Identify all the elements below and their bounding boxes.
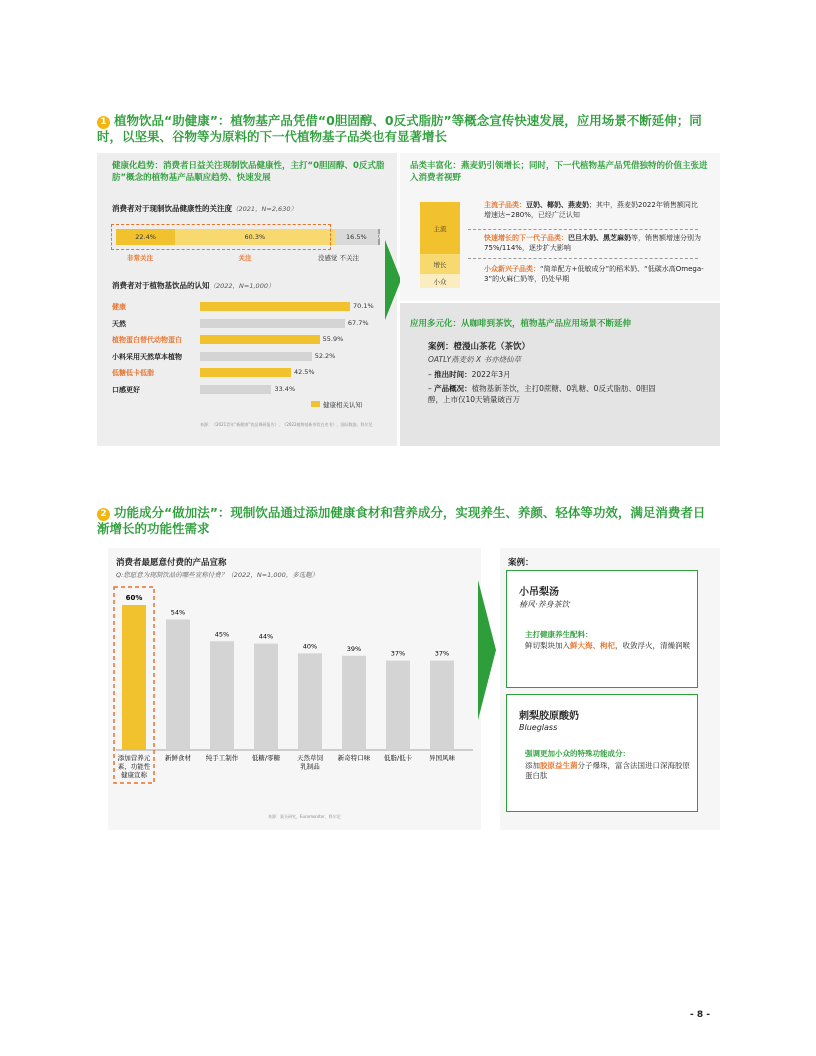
stack-segment-1: 60.3% <box>175 229 334 245</box>
pyramid <box>420 202 460 288</box>
section2-chart-question: Q:您愿意为现制饮品的哪些宣称付费？（2022，N=1,000，多选题） <box>116 571 319 579</box>
hbar-value-0: 70.1% <box>353 302 374 310</box>
left-heading: 健康化趋势：消费者日益关注现制饮品健康性，主打“0胆固醇、0反式脂肪”概念的植物基产品顺应趋势、快速发展 <box>112 161 385 183</box>
case1-feature-text: 鲜切梨块加入鲜大海、枸杞，收敛浮火，清燥润喉 <box>525 641 690 650</box>
vbar-label-3: 低糖/零糖 <box>251 754 281 762</box>
case-launch: – 推出时间：2022年3月 <box>428 370 511 379</box>
chart1-title-row <box>112 203 297 214</box>
hbar-value-5: 33.4% <box>274 384 296 393</box>
case2-name: 刺梨胶原酸奶 <box>519 711 579 722</box>
pyramid-niche: 小众 <box>420 274 460 288</box>
hbar-value-1: 67.7% <box>347 318 369 327</box>
cases-label: 案例： <box>508 558 534 568</box>
right-top-item-1: 主流子品类：豆奶、椰奶、燕麦奶；其中，燕麦奶2022年销售额同比增速达~280%，已经广泛认知 <box>484 201 698 219</box>
hbar-5 <box>200 385 271 394</box>
case2-feature-label: 强调更加小众的特殊功能成分： <box>525 749 630 758</box>
stack-segment-2: 16.5% <box>335 229 379 245</box>
vbar-value-1: 54% <box>170 608 186 617</box>
case2-feature-text: 添加胶原益生菌分子爆珠，富含法国进口深海胶原蛋白肽 <box>525 761 690 780</box>
hbar-4 <box>200 368 291 377</box>
chart1-highlight-box <box>111 224 331 250</box>
hbar-1 <box>200 319 345 328</box>
hbar-3 <box>200 352 312 361</box>
vbar-label-5: 新奇特口味 <box>337 754 371 762</box>
hbar-0 <box>200 302 350 311</box>
section2-number: 2 <box>97 508 110 521</box>
vbar-value-3: 44% <box>258 632 274 641</box>
hbar-value-4: 42.5% <box>293 368 315 376</box>
case2-card <box>506 694 698 812</box>
case2-sub: Blueglass <box>519 723 558 732</box>
chart1-title: 消费者对于现制饮品健康性的关注度 <box>112 204 232 213</box>
case1-feature-label: 主打健康养生配料： <box>525 630 593 639</box>
pyramid-mainstream: 主流 <box>420 202 460 254</box>
chart2-title: 消费者对于植物基饮品的认知 <box>112 281 210 290</box>
vbar-3 <box>254 644 278 750</box>
section1-source: 来源：《2021青年“新健康”饮品调研报告》，《2022植物基新茶饮白皮书》，国际数据，科尔尼 <box>200 422 373 427</box>
chart2-note: （2022，N=1,000） <box>209 282 275 290</box>
divider-2 <box>468 258 698 259</box>
vbar-value-4: 40% <box>302 642 318 651</box>
pyramid-growth: 增长 <box>420 254 460 274</box>
chart1-label-none: 没感觉 不关注 <box>318 254 360 262</box>
stack-segment-3 <box>378 229 380 245</box>
vbar-1 <box>166 620 190 751</box>
vbar-label-4: 天然草饲 <box>297 754 323 762</box>
stack-segment-0: 22.4% <box>116 229 175 245</box>
section1-number: 1 <box>97 116 110 129</box>
vbar-value-0: 60% <box>125 594 143 602</box>
case-title: 案例：橙漫山茶花（茶饮） <box>428 342 531 352</box>
case1-sub: 椿风·养身茶饮 <box>519 600 570 609</box>
vbar-value-7: 37% <box>434 649 450 658</box>
vbar-value-5: 39% <box>346 644 362 653</box>
chart2-title-row <box>112 280 274 291</box>
vbar-label-0: 健康宣称 <box>121 771 147 779</box>
hbar-label-5: 口感更好 <box>112 385 140 394</box>
vbar-0 <box>122 605 146 750</box>
legend-label: 健康相关认知 <box>323 401 362 409</box>
vbar-label-6: 低脂/低卡 <box>383 754 413 762</box>
section2-title-text: 功能成分“做加法”：现制饮品通过添加健康食材和营养成分，实现养生、养颜、轻体等功效，满足消费者日渐增长的功能性需求 <box>97 505 706 536</box>
case1-card <box>506 570 698 688</box>
vbar-6 <box>386 661 410 750</box>
section2-chart-title: 消费者最愿意付费的产品宣称 <box>116 558 227 568</box>
vbar-label-1: 新鲜食材 <box>165 754 191 762</box>
hbar-value-2: 55.9% <box>322 335 344 343</box>
section2-title <box>97 505 717 536</box>
hbar-label-2: 植物蛋白替代动物蛋白 <box>112 336 182 344</box>
vbar-value-6: 37% <box>390 649 406 658</box>
case-sub: OATLY燕麦奶 X 书亦烧仙草 <box>428 355 522 364</box>
section2-arrow <box>478 580 496 720</box>
vbar-5 <box>342 656 366 750</box>
vbar-label-7: 异国风味 <box>429 754 455 762</box>
section2-bar-chart <box>108 585 481 785</box>
right-top-item-2: 快速增长的下一代子品类：巴旦木奶、黑芝麻奶等，销售额增速分别为75%/114%，逐步扩大影响 <box>484 234 701 252</box>
page-number: - 8 - <box>690 1010 710 1020</box>
case-overview: – 产品概况：植物基新茶饮，主打0蔗糖、0乳糖、0反式脂肪、0胆固醇，上市仅10天销量破百万 <box>428 384 656 404</box>
right-top-heading: 品类丰富化：燕麦奶引领增长；同时，下一代植物基产品凭借独特的价值主张进入消费者视野 <box>410 161 708 183</box>
vbar-7 <box>430 661 454 750</box>
vbar-label-0: 添加营养元 <box>117 754 151 762</box>
chart2-bars <box>112 302 392 402</box>
vbar-label-4: 乳制品 <box>300 762 320 771</box>
legend-swatch <box>311 401 320 407</box>
right-bottom-heading: 应用多元化：从咖啡到茶饮，植物基产品应用场景不断延伸 <box>410 319 632 329</box>
right-top-item-3: 小众新兴子品类：“简单配方+低敏成分”的稻米奶、“低碳水高Omega-3”的火麻仁奶等，仍处早期 <box>484 265 704 283</box>
hbar-label-0: 健康 <box>112 303 126 311</box>
hbar-label-1: 天然 <box>112 319 126 328</box>
vbar-4 <box>298 653 322 750</box>
hbar-2 <box>200 335 320 344</box>
vbar-label-2: 纯手工制作 <box>205 754 239 762</box>
case1-name: 小吊梨汤 <box>519 587 559 598</box>
vbar-value-2: 45% <box>214 630 230 639</box>
divider-1 <box>468 229 698 230</box>
vbar-label-0: 素，功能性 <box>117 762 151 771</box>
hbar-value-3: 52.2% <box>314 351 336 360</box>
section1-title <box>97 113 717 144</box>
hbar-label-4: 低糖低卡低脂 <box>112 369 154 377</box>
section1-title-text: 植物饮品“助健康”：植物基产品凭借“0胆固醇、0反式脂肪”等概念宣传快速发展，应用场景不断延伸；同时，以坚果、谷物等为原料的下一代植物基子品类也有显著增长 <box>97 113 702 144</box>
chart1-note: （2021，N=2,630） <box>232 205 297 213</box>
vbar-2 <box>210 641 234 750</box>
chart2-legend <box>311 400 362 409</box>
chart1-label-very: 非常关注 <box>127 254 153 262</box>
chart1-label-concern: 关注 <box>238 254 252 262</box>
hbar-label-3: 小料采用天然草本植物 <box>112 352 182 361</box>
section2-source: 来源：案头研究，Euromonitor，科尔尼 <box>268 814 341 819</box>
